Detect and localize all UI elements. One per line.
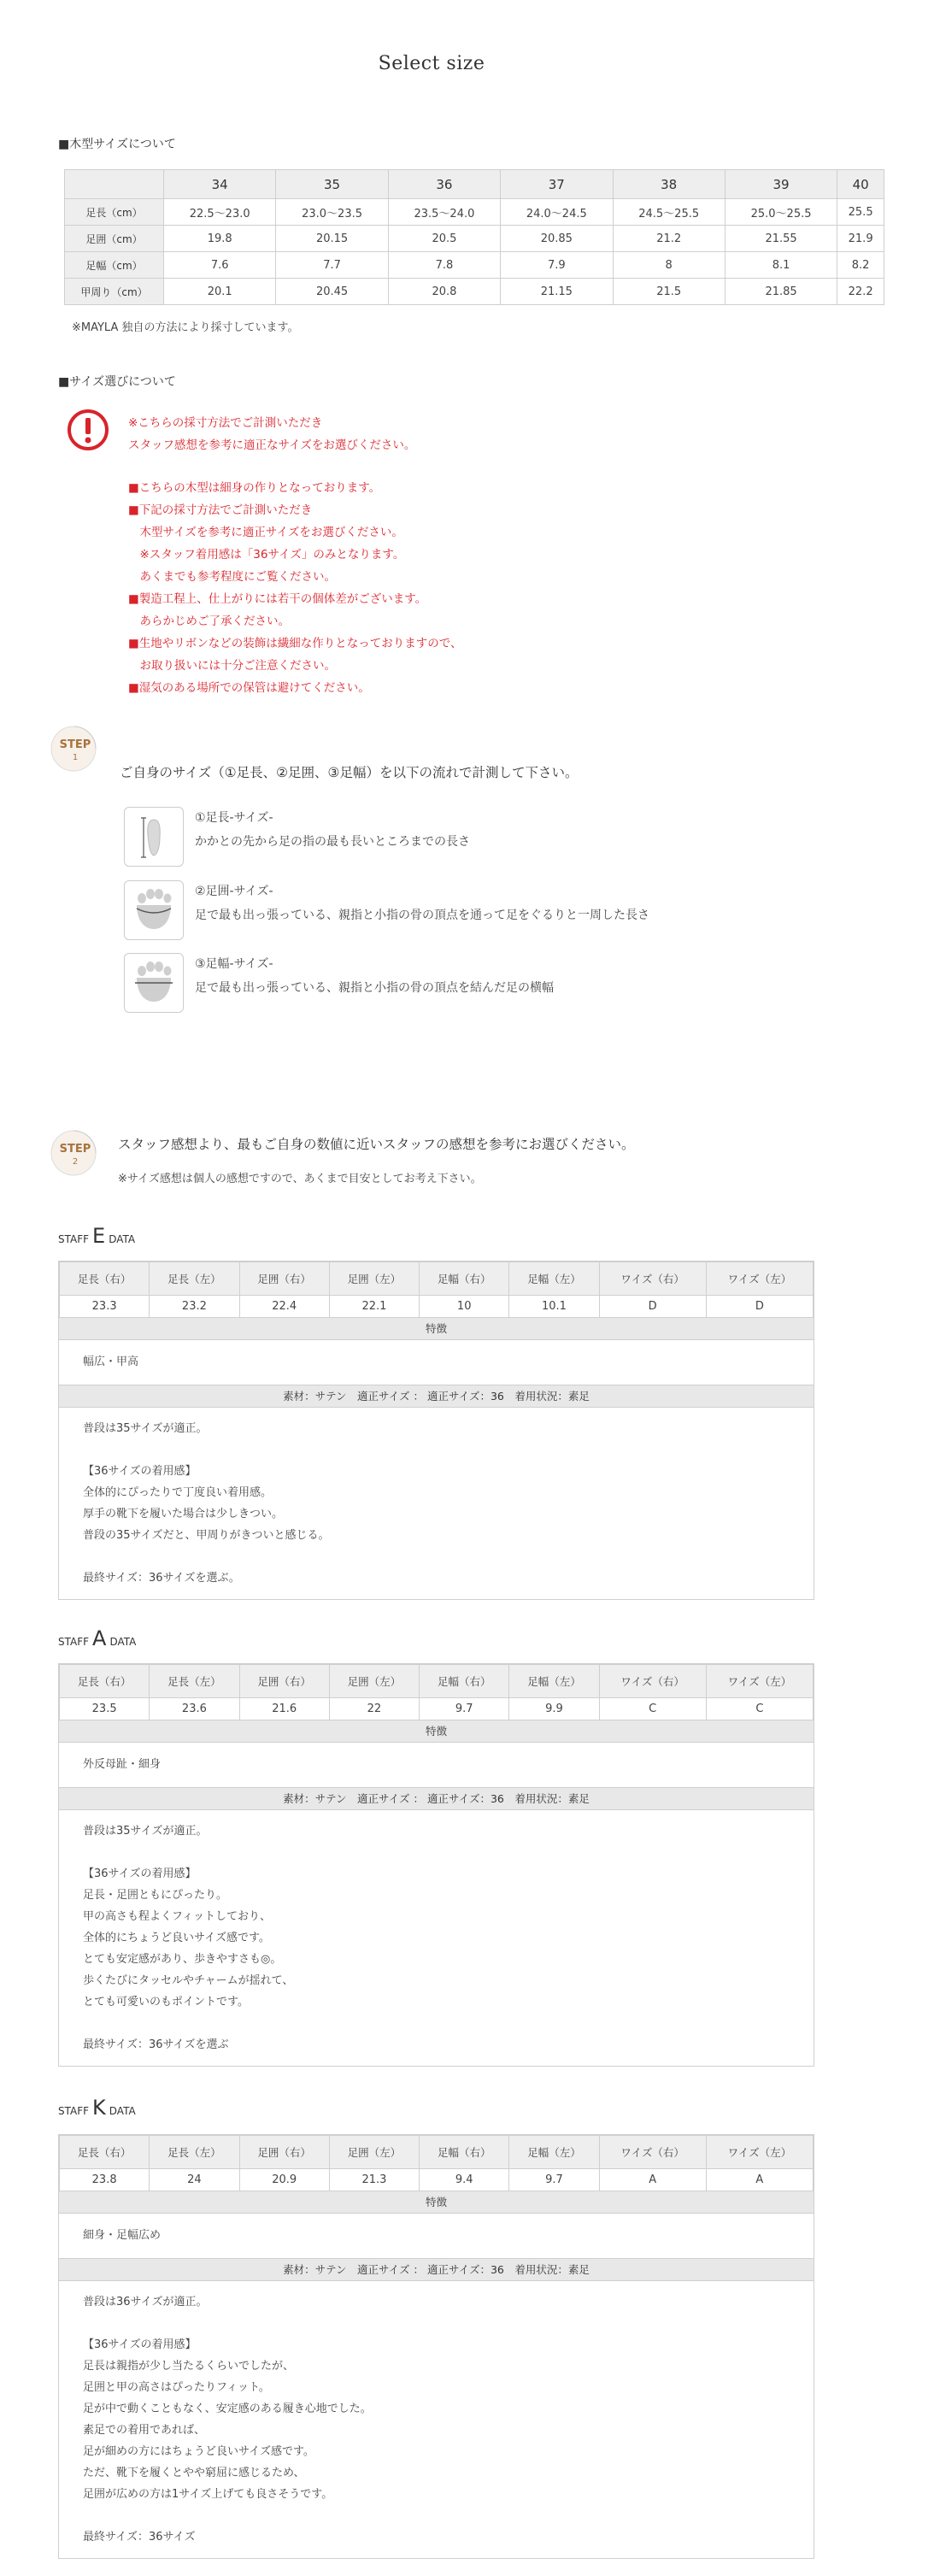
staff-value-cell: C bbox=[599, 1698, 706, 1720]
staff-header-cell: 足長（右） bbox=[60, 2136, 150, 2169]
staff-value-cell: D bbox=[706, 1296, 813, 1318]
size-cell: 25.5 bbox=[837, 199, 884, 226]
page-title: Select size bbox=[378, 53, 485, 74]
staff-value-cell: 22.1 bbox=[329, 1296, 419, 1318]
comment-line bbox=[83, 1439, 790, 1461]
step-2-word: STEP bbox=[59, 1143, 91, 1156]
comment-line: 足が中で動くこともなく、安定感のある履き心地でした。 bbox=[83, 2403, 372, 2415]
comment-line bbox=[83, 2313, 790, 2334]
size-cell: 20.85 bbox=[501, 226, 613, 252]
size-guide-heading: ■サイズ選びについて bbox=[58, 375, 176, 389]
size-row-label: 足囲（cm） bbox=[65, 226, 164, 252]
step-2-note: ※サイズ感想は個人の感想ですので、あくまで目安としてお考え下さい。 bbox=[118, 1173, 482, 1185]
staff-k-feature: 細身・足幅広め bbox=[59, 2213, 814, 2258]
staff-k-card bbox=[58, 2134, 814, 2559]
staff-k-feature-label: 特徴 bbox=[59, 2191, 814, 2213]
size-header-corner bbox=[65, 170, 164, 199]
size-cell: 20.1 bbox=[164, 279, 276, 305]
comment-line: 足長は親指が少し当たるくらいでしたが、 bbox=[83, 2360, 295, 2373]
staff-value-cell: 10.1 bbox=[509, 1296, 599, 1318]
size-table-header bbox=[65, 170, 884, 199]
size-cell: 7.7 bbox=[276, 252, 388, 279]
size-cell: 23.5～24.0 bbox=[388, 199, 500, 226]
size-cell: 22.5～23.0 bbox=[164, 199, 276, 226]
measure-girth-title: ②足囲-サイズ- bbox=[195, 885, 273, 898]
staff-header-cell: 足幅（右） bbox=[420, 2136, 509, 2169]
size-cell: 8.2 bbox=[837, 252, 884, 279]
comment-line: 最終サイズ：36サイズを選ぶ bbox=[83, 2038, 229, 2051]
comment-line: 全体的にちょうど良いサイズ感です。 bbox=[83, 1932, 270, 1944]
staff-header-cell: ワイズ（右） bbox=[599, 1262, 706, 1296]
size-header-34: 34 bbox=[164, 170, 276, 199]
caution-line: あらかじめご了承ください。 bbox=[128, 615, 290, 628]
comment-line: 【36サイズの着用感】 bbox=[83, 2338, 197, 2351]
staff-value-cell: D bbox=[599, 1296, 706, 1318]
size-table-row bbox=[65, 279, 884, 305]
staff-k-comment bbox=[59, 2280, 814, 2558]
measure-length-desc: かかとの先から足の指の最も長いところまでの長さ bbox=[195, 835, 470, 849]
size-cell: 24.0～24.5 bbox=[501, 199, 613, 226]
staff-header-cell: 足長（左） bbox=[150, 1665, 239, 1698]
staff-value-cell: A bbox=[599, 2169, 706, 2191]
comment-line bbox=[83, 2013, 790, 2034]
caution-line: あくまでも参考程度にご覧ください。 bbox=[128, 570, 336, 584]
caution-line: ■生地やリボンなどの装飾は繊細な作りとなっておりますので、 bbox=[128, 637, 462, 650]
staff-header-cell: 足幅（右） bbox=[420, 1665, 509, 1698]
size-cell: 20.8 bbox=[388, 279, 500, 305]
staff-header-cell: ワイズ（右） bbox=[599, 1665, 706, 1698]
size-cell: 20.5 bbox=[388, 226, 500, 252]
size-cell: 7.6 bbox=[164, 252, 276, 279]
size-cell: 8 bbox=[613, 252, 725, 279]
step-1-word: STEP bbox=[59, 738, 91, 751]
staff-value-cell: 22.4 bbox=[239, 1296, 329, 1318]
size-cell: 21.15 bbox=[501, 279, 613, 305]
size-cell: 7.9 bbox=[501, 252, 613, 279]
staff-a-comment bbox=[59, 1809, 814, 2066]
comment-line: 普段は35サイズが適正。 bbox=[83, 1422, 208, 1435]
step-2-number: 2 bbox=[72, 1157, 79, 1167]
step-2-text: スタッフ感想より、最もご自身の数値に近いスタッフの感想を参考にお選びください。 bbox=[118, 1137, 635, 1152]
staff-header-cell: 足幅（左） bbox=[509, 1262, 599, 1296]
comment-line bbox=[83, 2505, 790, 2526]
step-1-number: 1 bbox=[72, 753, 79, 762]
staff-a-material: 素材：サテン 適正サイズ ： 適正サイズ：36 着用状況：素足 bbox=[59, 1787, 814, 1809]
size-row-label: 足幅（cm） bbox=[65, 252, 164, 279]
size-cell: 8.1 bbox=[725, 252, 837, 279]
step-1-badge bbox=[50, 722, 103, 775]
staff-value-cell: 23.6 bbox=[150, 1698, 239, 1720]
staff-header-cell: 足囲（左） bbox=[329, 1262, 419, 1296]
measure-length-title: ①足長-サイズ- bbox=[195, 811, 273, 825]
caution-line: 木型サイズを参考に適正サイズをお選びください。 bbox=[128, 526, 403, 539]
staff-k-measure-table bbox=[59, 2135, 814, 2191]
last-size-table bbox=[64, 169, 884, 305]
staff-value-cell: 23.8 bbox=[60, 2169, 150, 2191]
size-cell: 7.8 bbox=[388, 252, 500, 279]
caution-line: お取り扱いには十分ご注意ください。 bbox=[128, 659, 336, 673]
staff-header-cell: 足長（左） bbox=[150, 2136, 239, 2169]
staff-header-cell: 足長（右） bbox=[60, 1665, 150, 1698]
staff-value-cell: 23.3 bbox=[60, 1296, 150, 1318]
warning-line: スタッフ感想を参考に適正なサイズをお選びください。 bbox=[128, 438, 416, 452]
size-cell: 21.2 bbox=[613, 226, 725, 252]
staff-a-measure-table bbox=[59, 1664, 814, 1720]
staff-header-cell: ワイズ（左） bbox=[706, 1665, 813, 1698]
staff-header-cell: 足囲（右） bbox=[239, 1262, 329, 1296]
staff-value-cell: 23.2 bbox=[150, 1296, 239, 1318]
step-1-text: ご自身のサイズ（①足長、②足囲、③足幅）を以下の流れで計測して下さい。 bbox=[120, 765, 579, 780]
staff-header-cell: 足囲（右） bbox=[239, 2136, 329, 2169]
size-cell: 22.2 bbox=[837, 279, 884, 305]
comment-line: 【36サイズの着用感】 bbox=[83, 1465, 197, 1478]
staff-e-comment bbox=[59, 1407, 814, 1599]
staff-header-cell: 足幅（左） bbox=[509, 1665, 599, 1698]
staff-a-feature: 外反母趾・細身 bbox=[59, 1742, 814, 1787]
staff-e-label: STAFF E DATA bbox=[58, 1224, 136, 1248]
caution-line: ■こちらの木型は細身の作りとなっております。 bbox=[128, 481, 381, 495]
staff-a-feature-label: 特徴 bbox=[59, 1720, 814, 1742]
size-header-36: 36 bbox=[388, 170, 500, 199]
comment-line: 全体的にぴったりで丁度良い着用感。 bbox=[83, 1486, 273, 1499]
comment-line: ただ、靴下を履くとやや窮屈に感じるため、 bbox=[83, 2467, 305, 2479]
comment-line: 素足での着用であれば、 bbox=[83, 2424, 206, 2437]
size-header-40: 40 bbox=[837, 170, 884, 199]
caution-line: ■湿気のある場所での保管は避けてください。 bbox=[128, 681, 370, 695]
staff-a-card bbox=[58, 1663, 814, 2067]
staff-value-cell: 20.9 bbox=[239, 2169, 329, 2191]
comment-line: 【36サイズの着用感】 bbox=[83, 1867, 197, 1880]
comment-line: 歩くたびにタッセルやチャームが揺れて、 bbox=[83, 1974, 294, 1987]
foot-girth-icon bbox=[124, 880, 184, 940]
staff-e-material: 素材：サテン 適正サイズ ： 適正サイズ：36 着用状況：素足 bbox=[59, 1385, 814, 1407]
comment-line bbox=[83, 1842, 790, 1863]
staff-value-cell: 10 bbox=[420, 1296, 509, 1318]
staff-e-card bbox=[58, 1261, 814, 1600]
warning-text bbox=[128, 412, 415, 456]
size-cell: 21.55 bbox=[725, 226, 837, 252]
caution-line: ※スタッフ着用感は「36サイズ」のみとなります。 bbox=[128, 548, 405, 562]
foot-length-icon bbox=[124, 807, 184, 867]
staff-header-cell: 足囲（左） bbox=[329, 1665, 419, 1698]
comment-line: 甲の高さも程よくフィットしており、 bbox=[83, 1910, 271, 1923]
size-header-38: 38 bbox=[613, 170, 725, 199]
measure-girth-desc: 足で最も出っ張っている、親指と小指の骨の頂点を通って足をぐるりと一周した長さ bbox=[195, 909, 649, 922]
comment-line: 足囲が広めの方は1サイズ上げても良さそうです。 bbox=[83, 2488, 333, 2501]
caution-line: ■下記の採寸方法でご計測いただき bbox=[128, 503, 313, 517]
size-cell: 21.85 bbox=[725, 279, 837, 305]
exclamation-icon bbox=[67, 409, 109, 451]
staff-value-cell: 23.5 bbox=[60, 1698, 150, 1720]
size-header-39: 39 bbox=[725, 170, 837, 199]
staff-value-cell: 21.6 bbox=[239, 1698, 329, 1720]
staff-e-feature: 幅広・甲高 bbox=[59, 1339, 814, 1385]
caution-list bbox=[128, 477, 461, 699]
size-row-label: 足長（cm） bbox=[65, 199, 164, 226]
comment-line: 普段は35サイズが適正。 bbox=[83, 1825, 208, 1838]
size-table-row bbox=[65, 226, 884, 252]
comment-line: とても安定感があり、歩きやすさも◎。 bbox=[83, 1953, 282, 1966]
staff-value-cell: C bbox=[706, 1698, 813, 1720]
comment-line: 普段は36サイズが適正。 bbox=[83, 2296, 208, 2308]
comment-line: 足が細めの方にはちょうど良いサイズ感です。 bbox=[83, 2445, 314, 2458]
staff-header-cell: 足幅（左） bbox=[509, 2136, 599, 2169]
comment-line: 足長・足囲ともにぴったり。 bbox=[83, 1889, 228, 1902]
comment-line: 足囲と甲の高さはぴったりフィット。 bbox=[83, 2381, 270, 2394]
size-cell: 24.5～25.5 bbox=[613, 199, 725, 226]
staff-value-cell: 9.7 bbox=[420, 1698, 509, 1720]
size-row-label: 甲周り（cm） bbox=[65, 279, 164, 305]
staff-value-cell: 9.9 bbox=[509, 1698, 599, 1720]
size-cell: 21.9 bbox=[837, 226, 884, 252]
measure-width-desc: 足で最も出っ張っている、親指と小指の骨の頂点を結んだ足の横幅 bbox=[195, 981, 554, 995]
foot-width-icon bbox=[124, 953, 184, 1013]
staff-e-measure-table bbox=[59, 1262, 814, 1318]
staff-value-cell: 9.4 bbox=[420, 2169, 509, 2191]
measure-width-title: ③足幅-サイズ- bbox=[195, 957, 273, 971]
staff-k-material: 素材：サテン 適正サイズ ： 適正サイズ：36 着用状況：素足 bbox=[59, 2258, 814, 2280]
staff-value-cell: A bbox=[706, 2169, 813, 2191]
size-cell: 23.0～23.5 bbox=[276, 199, 388, 226]
size-cell: 20.45 bbox=[276, 279, 388, 305]
staff-header-cell: ワイズ（左） bbox=[706, 1262, 813, 1296]
caution-line: ■製造工程上、仕上がりには若干の個体差がございます。 bbox=[128, 592, 427, 606]
comment-line: 厚手の靴下を履いた場合は少しきつい。 bbox=[83, 1508, 284, 1520]
size-cell: 19.8 bbox=[164, 226, 276, 252]
staff-header-cell: 足囲（左） bbox=[329, 2136, 419, 2169]
size-table-row bbox=[65, 199, 884, 226]
staff-a-label: STAFF A DATA bbox=[58, 1626, 137, 1650]
comment-line: 最終サイズ：36サイズ bbox=[83, 2531, 196, 2544]
step-2-badge bbox=[50, 1126, 103, 1179]
staff-header-cell: 足長（左） bbox=[150, 1262, 239, 1296]
size-cell: 21.5 bbox=[613, 279, 725, 305]
staff-header-cell: ワイズ（右） bbox=[599, 2136, 706, 2169]
staff-value-cell: 21.3 bbox=[329, 2169, 419, 2191]
staff-header-cell: 足幅（右） bbox=[420, 1262, 509, 1296]
size-cell: 20.15 bbox=[276, 226, 388, 252]
warning-line: ※こちらの採寸方法でご計測いただき bbox=[128, 416, 323, 430]
comment-line: 最終サイズ：36サイズを選ぶ。 bbox=[83, 1572, 240, 1585]
staff-header-cell: 足囲（右） bbox=[239, 1665, 329, 1698]
staff-header-cell: 足長（右） bbox=[60, 1262, 150, 1296]
size-header-35: 35 bbox=[276, 170, 388, 199]
size-cell: 25.0～25.5 bbox=[725, 199, 837, 226]
size-header-37: 37 bbox=[501, 170, 613, 199]
last-size-note: ※MAYLA 独自の方法により採寸しています。 bbox=[72, 321, 299, 334]
staff-header-cell: ワイズ（左） bbox=[706, 2136, 813, 2169]
staff-e-feature-label: 特徴 bbox=[59, 1318, 814, 1339]
comment-line: とても可愛いのもポイントです。 bbox=[83, 1996, 249, 2008]
staff-k-label: STAFF K DATA bbox=[58, 2096, 136, 2120]
staff-value-cell: 9.7 bbox=[509, 2169, 599, 2191]
staff-value-cell: 24 bbox=[150, 2169, 239, 2191]
comment-line: 普段の35サイズだと、甲周りがきついと感じる。 bbox=[83, 1529, 330, 1542]
comment-line bbox=[83, 1546, 790, 1567]
size-table-row bbox=[65, 252, 884, 279]
staff-value-cell: 22 bbox=[329, 1698, 419, 1720]
last-size-heading: ■木型サイズについて bbox=[58, 138, 176, 151]
